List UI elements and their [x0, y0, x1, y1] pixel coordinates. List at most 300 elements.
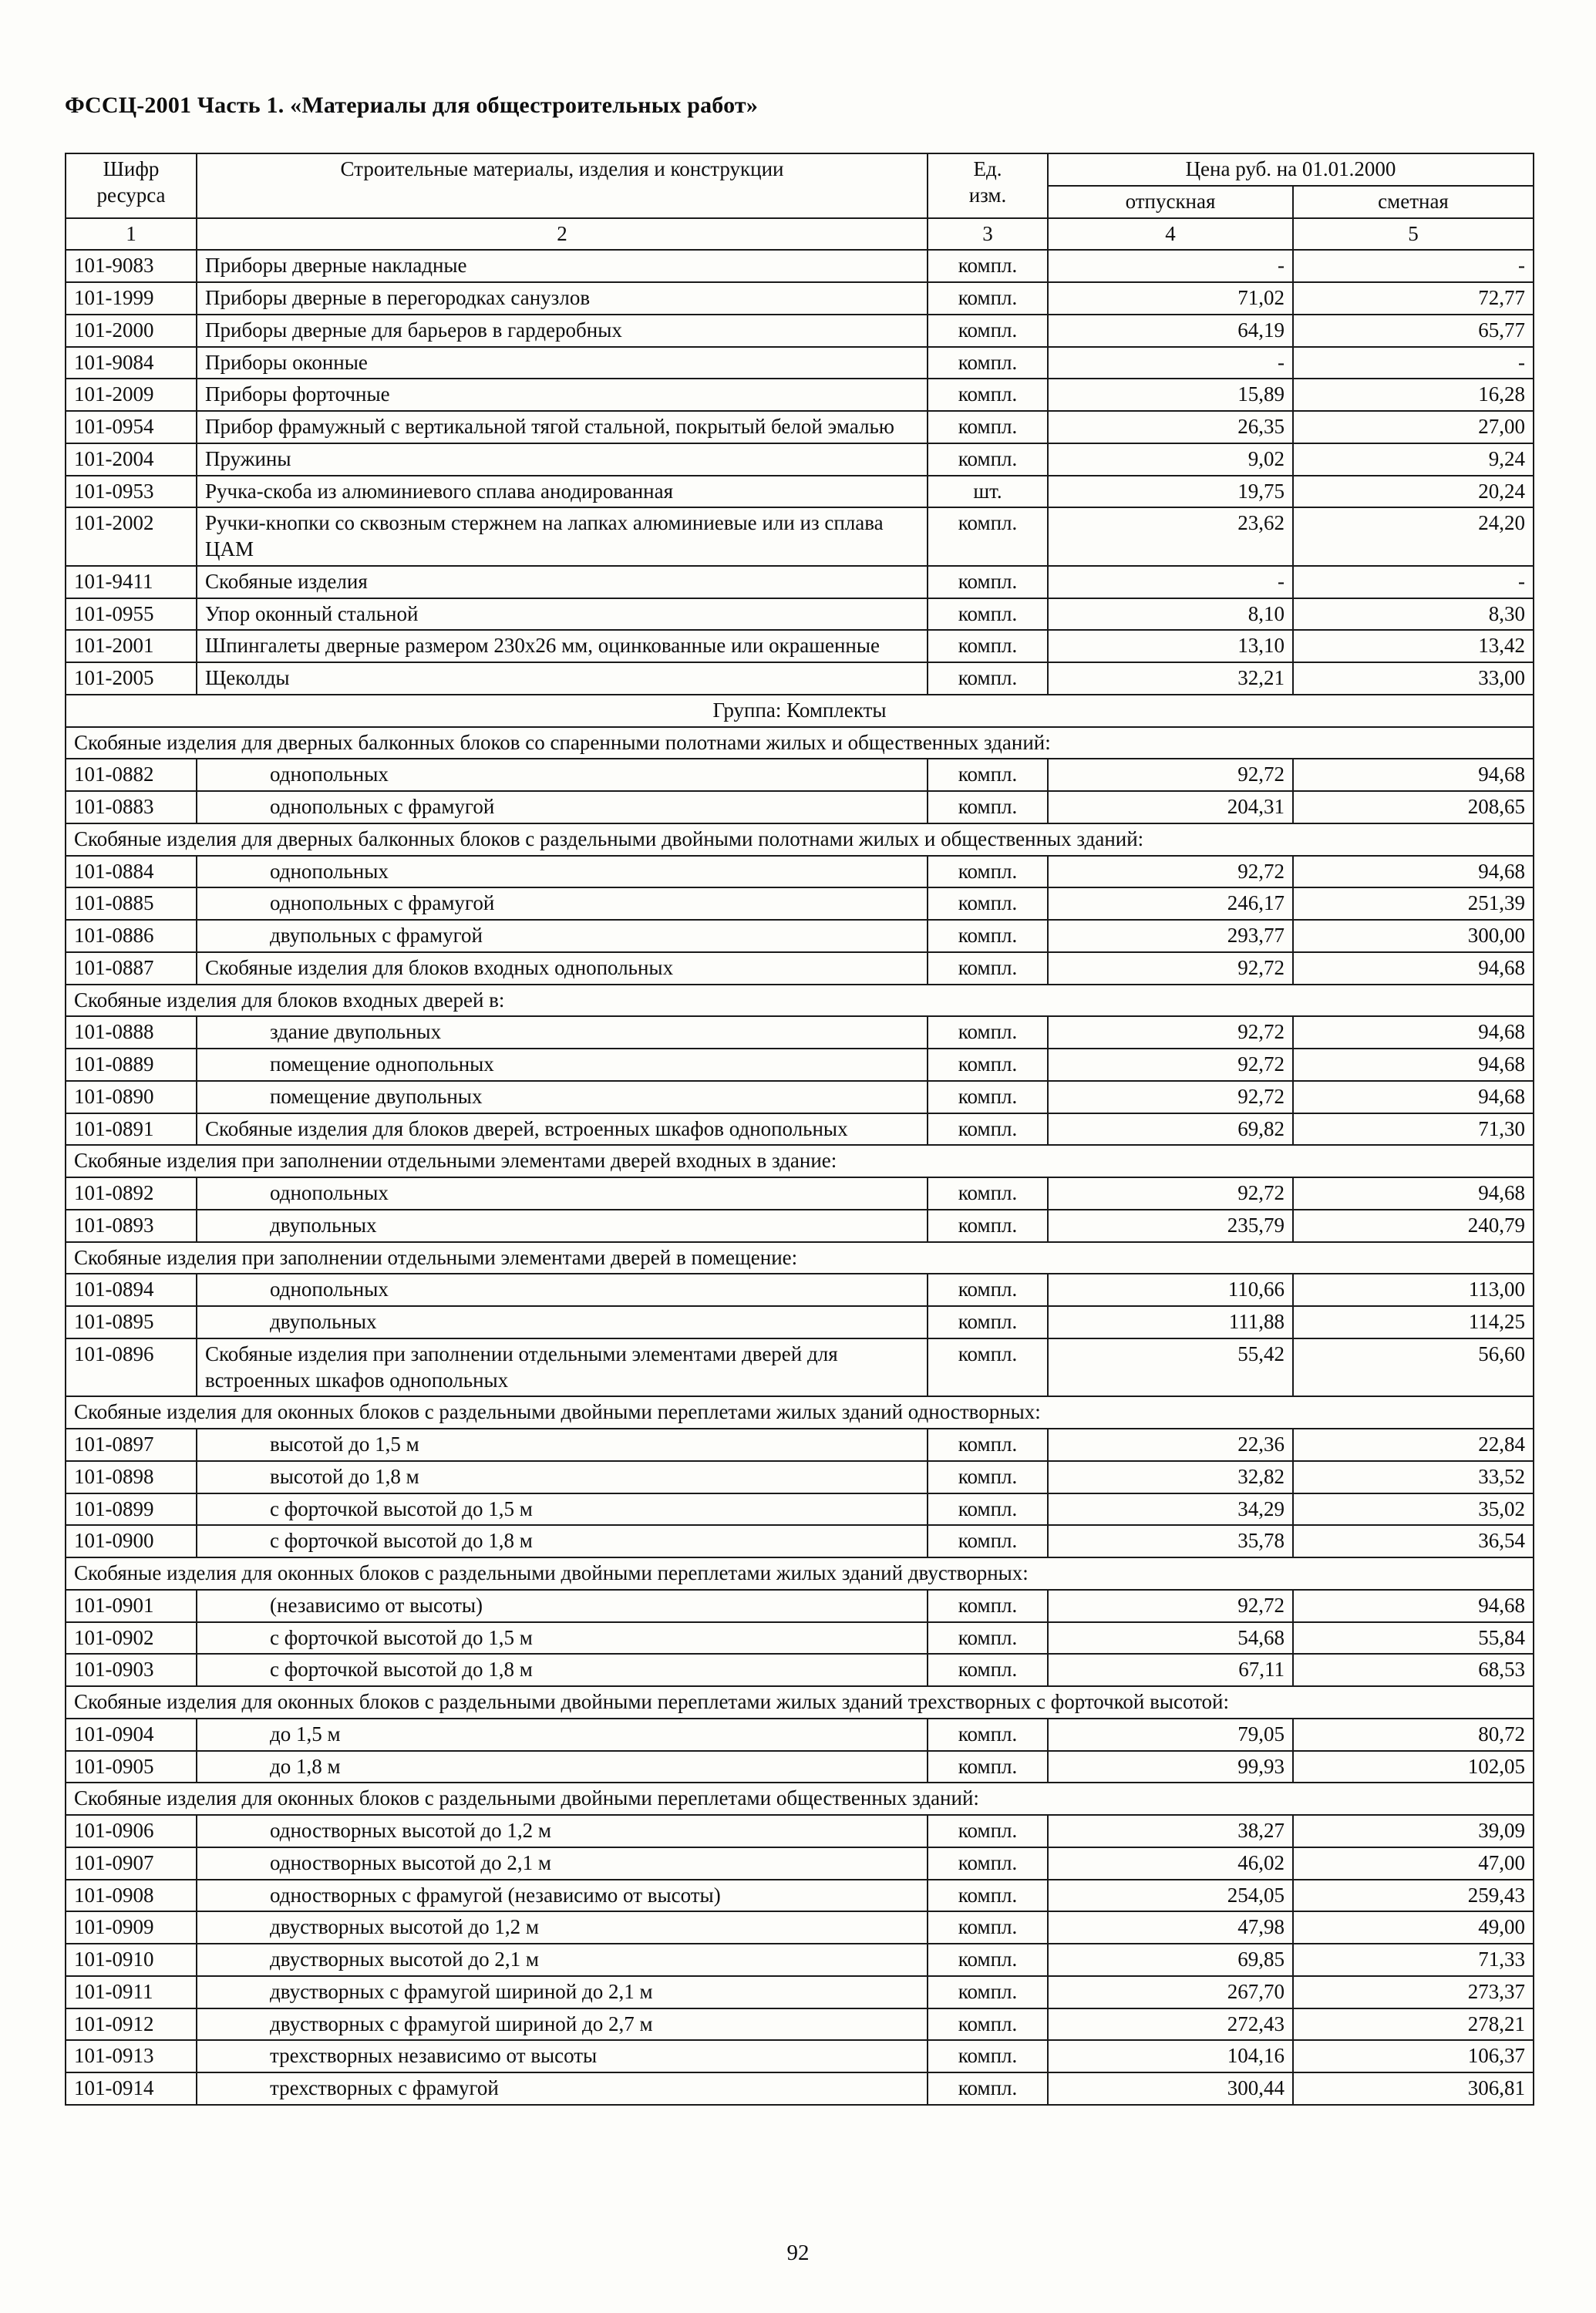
price-otpusknaya-cell: 92,72 — [1048, 1590, 1293, 1622]
desc-cell: помещение двупольных — [197, 1081, 928, 1113]
col-number-2: 2 — [197, 218, 928, 251]
table-row — [66, 347, 1534, 379]
code-cell: 101-0885 — [66, 887, 197, 920]
desc-cell: высотой до 1,8 м — [197, 1461, 928, 1493]
table-row — [66, 1976, 1534, 2008]
section-header-row — [66, 823, 1534, 856]
code-cell: 101-0886 — [66, 920, 197, 952]
code-cell: 101-0884 — [66, 856, 197, 888]
section-header-text: Скобяные изделия при заполнении отдельными элементами дверей в помещение: — [66, 1242, 1534, 1274]
price-smetnaya-cell: 55,84 — [1293, 1622, 1534, 1655]
price-smetnaya-cell: 273,37 — [1293, 1976, 1534, 2008]
code-cell: 101-2005 — [66, 662, 197, 695]
code-cell: 101-2009 — [66, 379, 197, 411]
unit-cell: шт. — [928, 476, 1048, 508]
table-row — [66, 1590, 1534, 1622]
desc-cell: трехстворных с фрамугой — [197, 2072, 928, 2105]
desc-cell: с форточкой высотой до 1,8 м — [197, 1654, 928, 1686]
desc-cell: Скобяные изделия при заполнении отдельными элементами дверей для встроенных шкафов однопольных — [197, 1338, 928, 1397]
desc-cell: до 1,8 м — [197, 1751, 928, 1783]
col-header-materials: Строительные материалы, изделия и конструкции — [197, 153, 928, 218]
table-row — [66, 1493, 1534, 1526]
table-row — [66, 1847, 1534, 1880]
desc-cell: Приборы оконные — [197, 347, 928, 379]
desc-cell: Скобяные изделия — [197, 566, 928, 598]
price-smetnaya-cell: 71,30 — [1293, 1113, 1534, 1146]
price-otpusknaya-cell: 69,85 — [1048, 1944, 1293, 1976]
unit-cell: компл. — [928, 1847, 1048, 1880]
desc-cell: двустворных высотой до 1,2 м — [197, 1911, 928, 1944]
code-cell: 101-0909 — [66, 1911, 197, 1944]
table-row — [66, 1525, 1534, 1557]
code-cell: 101-0908 — [66, 1880, 197, 1912]
page-number: 92 — [786, 2241, 810, 2265]
section-header-row — [66, 985, 1534, 1017]
unit-cell: компл. — [928, 379, 1048, 411]
price-otpusknaya-cell: 55,42 — [1048, 1338, 1293, 1397]
table-row — [66, 1429, 1534, 1461]
code-cell: 101-1999 — [66, 282, 197, 315]
desc-cell: однопольных — [197, 759, 928, 791]
table-row — [66, 759, 1534, 791]
price-smetnaya-cell: 33,52 — [1293, 1461, 1534, 1493]
unit-cell: компл. — [928, 1751, 1048, 1783]
price-smetnaya-cell: 106,37 — [1293, 2040, 1534, 2072]
table-row — [66, 566, 1534, 598]
desc-cell: двустворных с фрамугой шириной до 2,7 м — [197, 2008, 928, 2041]
price-smetnaya-cell: 94,68 — [1293, 1177, 1534, 1210]
price-smetnaya-cell: 35,02 — [1293, 1493, 1534, 1526]
unit-cell: компл. — [928, 347, 1048, 379]
table-row — [66, 379, 1534, 411]
table-row — [66, 1622, 1534, 1655]
price-otpusknaya-cell: 204,31 — [1048, 791, 1293, 823]
table-row — [66, 1177, 1534, 1210]
unit-cell: компл. — [928, 282, 1048, 315]
price-otpusknaya-cell: 110,66 — [1048, 1274, 1293, 1306]
unit-cell: компл. — [928, 1911, 1048, 1944]
group-header-text: Группа: Комплекты — [66, 695, 1534, 727]
unit-cell: компл. — [928, 1210, 1048, 1242]
header-row-column-numbers — [66, 218, 1534, 251]
desc-cell: помещение однопольных — [197, 1049, 928, 1081]
unit-cell: компл. — [928, 759, 1048, 791]
code-cell: 101-0905 — [66, 1751, 197, 1783]
table-row — [66, 2040, 1534, 2072]
desc-cell: однопольных — [197, 1274, 928, 1306]
table-row — [66, 1461, 1534, 1493]
price-smetnaya-cell: 49,00 — [1293, 1911, 1534, 1944]
table-row — [66, 952, 1534, 985]
price-smetnaya-cell: 114,25 — [1293, 1306, 1534, 1338]
code-cell: 101-0902 — [66, 1622, 197, 1655]
desc-cell: Прибор фрамужный с вертикальной тягой стальной, покрытый белой эмалью — [197, 411, 928, 443]
code-cell: 101-2004 — [66, 443, 197, 476]
table-row — [66, 1751, 1534, 1783]
unit-cell: компл. — [928, 1177, 1048, 1210]
price-smetnaya-cell: - — [1293, 566, 1534, 598]
table-row — [66, 791, 1534, 823]
price-otpusknaya-cell: 235,79 — [1048, 1210, 1293, 1242]
table-row — [66, 1306, 1534, 1338]
desc-cell: здание двупольных — [197, 1016, 928, 1049]
code-cell: 101-0883 — [66, 791, 197, 823]
price-smetnaya-cell: 113,00 — [1293, 1274, 1534, 1306]
code-cell: 101-0903 — [66, 1654, 197, 1686]
price-otpusknaya-cell: 34,29 — [1048, 1493, 1293, 1526]
desc-cell: двупольных с фрамугой — [197, 920, 928, 952]
unit-cell: компл. — [928, 315, 1048, 347]
code-cell: 101-0888 — [66, 1016, 197, 1049]
desc-cell: Скобяные изделия для блоков входных однопольных — [197, 952, 928, 985]
unit-cell: компл. — [928, 443, 1048, 476]
table-row — [66, 598, 1534, 631]
desc-cell: двустворных высотой до 2,1 м — [197, 1944, 928, 1976]
price-otpusknaya-cell: 79,05 — [1048, 1719, 1293, 1751]
price-otpusknaya-cell: 71,02 — [1048, 282, 1293, 315]
col-header-unit-text: Ед. изм. — [968, 157, 1007, 207]
desc-cell: однопольных — [197, 856, 928, 888]
section-header-text: Скобяные изделия при заполнении отдельными элементами дверей входных в здание: — [66, 1145, 1534, 1177]
price-smetnaya-cell: 8,30 — [1293, 598, 1534, 631]
code-cell: 101-0890 — [66, 1081, 197, 1113]
price-otpusknaya-cell: 92,72 — [1048, 952, 1293, 985]
price-otpusknaya-cell: 92,72 — [1048, 1177, 1293, 1210]
section-header-row — [66, 727, 1534, 759]
unit-cell: компл. — [928, 662, 1048, 695]
price-smetnaya-cell: 80,72 — [1293, 1719, 1534, 1751]
unit-cell: компл. — [928, 2040, 1048, 2072]
desc-cell: двустворных с фрамугой шириной до 2,1 м — [197, 1976, 928, 2008]
desc-cell: одностворных высотой до 1,2 м — [197, 1815, 928, 1847]
table-row — [66, 2072, 1534, 2105]
code-cell: 101-0896 — [66, 1338, 197, 1397]
table-row — [66, 856, 1534, 888]
desc-cell: Шпингалеты дверные размером 230х26 мм, оцинкованные или окрашенные — [197, 630, 928, 662]
price-smetnaya-cell: 94,68 — [1293, 1049, 1534, 1081]
code-cell: 101-9084 — [66, 347, 197, 379]
unit-cell: компл. — [928, 791, 1048, 823]
code-cell: 101-0897 — [66, 1429, 197, 1461]
code-cell: 101-0904 — [66, 1719, 197, 1751]
table-row — [66, 1880, 1534, 1912]
table-row — [66, 250, 1534, 282]
unit-cell: компл. — [928, 630, 1048, 662]
price-otpusknaya-cell: 300,44 — [1048, 2072, 1293, 2105]
code-cell: 101-0900 — [66, 1525, 197, 1557]
unit-cell: компл. — [928, 887, 1048, 920]
code-cell: 101-0955 — [66, 598, 197, 631]
unit-cell: компл. — [928, 920, 1048, 952]
unit-cell: компл. — [928, 1306, 1048, 1338]
col-number-1: 1 — [66, 218, 197, 251]
table-row — [66, 1944, 1534, 1976]
code-cell: 101-0894 — [66, 1274, 197, 1306]
desc-cell: одностворных с фрамугой (независимо от высоты) — [197, 1880, 928, 1912]
table-row — [66, 1338, 1534, 1397]
price-otpusknaya-cell: 246,17 — [1048, 887, 1293, 920]
price-smetnaya-cell: 22,84 — [1293, 1429, 1534, 1461]
col-header-price-release: отпускная — [1048, 186, 1293, 218]
price-otpusknaya-cell: 92,72 — [1048, 856, 1293, 888]
price-otpusknaya-cell: 69,82 — [1048, 1113, 1293, 1146]
price-otpusknaya-cell: 13,10 — [1048, 630, 1293, 662]
code-cell: 101-0914 — [66, 2072, 197, 2105]
price-otpusknaya-cell: - — [1048, 250, 1293, 282]
section-header-text: Скобяные изделия для оконных блоков с раздельными двойными переплетами жилых зданий одностворных: — [66, 1396, 1534, 1429]
price-otpusknaya-cell: 15,89 — [1048, 379, 1293, 411]
code-cell: 101-0898 — [66, 1461, 197, 1493]
price-smetnaya-cell: 16,28 — [1293, 379, 1534, 411]
section-header-text: Скобяные изделия для оконных блоков с раздельными двойными переплетами жилых зданий трехстворных с форточкой высотой: — [66, 1686, 1534, 1719]
unit-cell: компл. — [928, 1493, 1048, 1526]
unit-cell: компл. — [928, 411, 1048, 443]
desc-cell: Приборы дверные накладные — [197, 250, 928, 282]
unit-cell: компл. — [928, 1113, 1048, 1146]
desc-cell: одностворных высотой до 2,1 м — [197, 1847, 928, 1880]
price-smetnaya-cell: 306,81 — [1293, 2072, 1534, 2105]
price-smetnaya-cell: 27,00 — [1293, 411, 1534, 443]
desc-cell: Приборы дверные в перегородках санузлов — [197, 282, 928, 315]
price-otpusknaya-cell: 99,93 — [1048, 1751, 1293, 1783]
code-cell: 101-9411 — [66, 566, 197, 598]
price-otpusknaya-cell: 92,72 — [1048, 759, 1293, 791]
desc-cell: Приборы дверные для барьеров в гардеробных — [197, 315, 928, 347]
price-smetnaya-cell: 13,42 — [1293, 630, 1534, 662]
code-cell: 101-0910 — [66, 1944, 197, 1976]
col-header-code: Шифр ресурса — [66, 153, 197, 218]
materials-price-table — [65, 153, 1534, 2106]
code-cell: 101-0891 — [66, 1113, 197, 1146]
desc-cell: (независимо от высоты) — [197, 1590, 928, 1622]
desc-cell: с форточкой высотой до 1,5 м — [197, 1622, 928, 1655]
price-otpusknaya-cell: 26,35 — [1048, 411, 1293, 443]
price-otpusknaya-cell: 9,02 — [1048, 443, 1293, 476]
table-row — [66, 630, 1534, 662]
desc-cell: двупольных — [197, 1306, 928, 1338]
table-row — [66, 411, 1534, 443]
section-header-text: Скобяные изделия для дверных балконных блоков со спаренными полотнами жилых и общественных зданий: — [66, 727, 1534, 759]
table-row — [66, 1274, 1534, 1306]
table-row — [66, 662, 1534, 695]
desc-cell: Приборы форточные — [197, 379, 928, 411]
section-header-row — [66, 1783, 1534, 1815]
unit-cell: компл. — [928, 1719, 1048, 1751]
unit-cell: компл. — [928, 1525, 1048, 1557]
table-row — [66, 1719, 1534, 1751]
code-cell: 101-0899 — [66, 1493, 197, 1526]
price-smetnaya-cell: - — [1293, 347, 1534, 379]
section-header-row — [66, 1145, 1534, 1177]
price-smetnaya-cell: 68,53 — [1293, 1654, 1534, 1686]
desc-cell: до 1,5 м — [197, 1719, 928, 1751]
price-smetnaya-cell: - — [1293, 250, 1534, 282]
table-row — [66, 1016, 1534, 1049]
price-smetnaya-cell: 39,09 — [1293, 1815, 1534, 1847]
desc-cell: трехстворных независимо от высоты — [197, 2040, 928, 2072]
unit-cell: компл. — [928, 566, 1048, 598]
price-otpusknaya-cell: - — [1048, 566, 1293, 598]
code-cell: 101-0889 — [66, 1049, 197, 1081]
price-smetnaya-cell: 20,24 — [1293, 476, 1534, 508]
price-smetnaya-cell: 259,43 — [1293, 1880, 1534, 1912]
code-cell: 101-0882 — [66, 759, 197, 791]
price-smetnaya-cell: 300,00 — [1293, 920, 1534, 952]
desc-cell: Упор оконный стальной — [197, 598, 928, 631]
code-cell: 101-0892 — [66, 1177, 197, 1210]
unit-cell: компл. — [928, 1016, 1048, 1049]
unit-cell: компл. — [928, 1461, 1048, 1493]
code-cell: 101-0953 — [66, 476, 197, 508]
price-smetnaya-cell: 240,79 — [1293, 1210, 1534, 1242]
header-row-main — [66, 153, 1534, 186]
price-smetnaya-cell: 24,20 — [1293, 507, 1534, 566]
group-header-row — [66, 695, 1534, 727]
table-row — [66, 1113, 1534, 1146]
price-smetnaya-cell: 47,00 — [1293, 1847, 1534, 1880]
price-otpusknaya-cell: 92,72 — [1048, 1016, 1293, 1049]
unit-cell: компл. — [928, 2008, 1048, 2041]
price-otpusknaya-cell: 19,75 — [1048, 476, 1293, 508]
desc-cell: с форточкой высотой до 1,5 м — [197, 1493, 928, 1526]
price-otpusknaya-cell: 47,98 — [1048, 1911, 1293, 1944]
table-row — [66, 1815, 1534, 1847]
table-row — [66, 887, 1534, 920]
price-smetnaya-cell: 94,68 — [1293, 952, 1534, 985]
code-cell: 101-2000 — [66, 315, 197, 347]
section-header-text: Скобяные изделия для оконных блоков с раздельными двойными переплетами жилых зданий двустворных: — [66, 1557, 1534, 1590]
desc-cell: двупольных — [197, 1210, 928, 1242]
section-header-row — [66, 1686, 1534, 1719]
price-otpusknaya-cell: 32,82 — [1048, 1461, 1293, 1493]
document-title: ФССЦ-2001 Часть 1. «Материалы для общестроительных работ» — [65, 93, 759, 118]
col-header-price-estimate: сметная — [1293, 186, 1534, 218]
section-header-text: Скобяные изделия для дверных балконных блоков с раздельными двойными полотнами жилых и общественных зданий: — [66, 823, 1534, 856]
table-row — [66, 476, 1534, 508]
unit-cell: компл. — [928, 598, 1048, 631]
unit-cell: компл. — [928, 1429, 1048, 1461]
unit-cell: компл. — [928, 1590, 1048, 1622]
price-otpusknaya-cell: 23,62 — [1048, 507, 1293, 566]
price-smetnaya-cell: 36,54 — [1293, 1525, 1534, 1557]
price-otpusknaya-cell: 32,21 — [1048, 662, 1293, 695]
price-smetnaya-cell: 71,33 — [1293, 1944, 1534, 1976]
table-row — [66, 282, 1534, 315]
table-row — [66, 920, 1534, 952]
desc-cell: высотой до 1,5 м — [197, 1429, 928, 1461]
table-header — [66, 153, 1534, 250]
table-row — [66, 2008, 1534, 2041]
unit-cell: компл. — [928, 1815, 1048, 1847]
desc-cell: с форточкой высотой до 1,8 м — [197, 1525, 928, 1557]
table-row — [66, 315, 1534, 347]
table-row — [66, 443, 1534, 476]
price-otpusknaya-cell: 35,78 — [1048, 1525, 1293, 1557]
price-otpusknaya-cell: 67,11 — [1048, 1654, 1293, 1686]
price-otpusknaya-cell: - — [1048, 347, 1293, 379]
code-cell: 101-2001 — [66, 630, 197, 662]
col-number-4: 4 — [1048, 218, 1293, 251]
table-row — [66, 1210, 1534, 1242]
table-row — [66, 1911, 1534, 1944]
unit-cell: компл. — [928, 1338, 1048, 1397]
price-otpusknaya-cell: 254,05 — [1048, 1880, 1293, 1912]
price-smetnaya-cell: 9,24 — [1293, 443, 1534, 476]
price-smetnaya-cell: 94,68 — [1293, 759, 1534, 791]
price-otpusknaya-cell: 293,77 — [1048, 920, 1293, 952]
price-smetnaya-cell: 72,77 — [1293, 282, 1534, 315]
desc-cell: однопольных с фрамугой — [197, 791, 928, 823]
unit-cell: компл. — [928, 1654, 1048, 1686]
code-cell: 101-0907 — [66, 1847, 197, 1880]
col-header-unit — [928, 153, 1048, 218]
price-otpusknaya-cell: 272,43 — [1048, 2008, 1293, 2041]
code-cell: 101-0895 — [66, 1306, 197, 1338]
desc-cell: однопольных — [197, 1177, 928, 1210]
table-row — [66, 507, 1534, 566]
price-smetnaya-cell: 65,77 — [1293, 315, 1534, 347]
section-header-text: Скобяные изделия для оконных блоков с раздельными двойными переплетами общественных зданий: — [66, 1783, 1534, 1815]
col-number-3: 3 — [928, 218, 1048, 251]
price-smetnaya-cell: 208,65 — [1293, 791, 1534, 823]
desc-cell: Ручка-скоба из алюминиевого сплава анодированная — [197, 476, 928, 508]
price-smetnaya-cell: 94,68 — [1293, 1590, 1534, 1622]
price-otpusknaya-cell: 8,10 — [1048, 598, 1293, 631]
unit-cell: компл. — [928, 1274, 1048, 1306]
unit-cell: компл. — [928, 1049, 1048, 1081]
price-smetnaya-cell: 33,00 — [1293, 662, 1534, 695]
price-otpusknaya-cell: 38,27 — [1048, 1815, 1293, 1847]
code-cell: 101-0913 — [66, 2040, 197, 2072]
table-body — [66, 250, 1534, 2105]
desc-cell: Скобяные изделия для блоков дверей, встроенных шкафов однопольных — [197, 1113, 928, 1146]
section-header-row — [66, 1396, 1534, 1429]
code-cell: 101-9083 — [66, 250, 197, 282]
col-number-5: 5 — [1293, 218, 1534, 251]
price-otpusknaya-cell: 92,72 — [1048, 1049, 1293, 1081]
unit-cell: компл. — [928, 1622, 1048, 1655]
price-smetnaya-cell: 102,05 — [1293, 1751, 1534, 1783]
desc-cell: однопольных с фрамугой — [197, 887, 928, 920]
code-cell: 101-0954 — [66, 411, 197, 443]
unit-cell: компл. — [928, 856, 1048, 888]
section-header-row — [66, 1557, 1534, 1590]
code-cell: 101-0906 — [66, 1815, 197, 1847]
unit-cell: компл. — [928, 952, 1048, 985]
unit-cell: компл. — [928, 1081, 1048, 1113]
table-row — [66, 1654, 1534, 1686]
price-otpusknaya-cell: 46,02 — [1048, 1847, 1293, 1880]
price-otpusknaya-cell: 92,72 — [1048, 1081, 1293, 1113]
code-cell: 101-0887 — [66, 952, 197, 985]
price-otpusknaya-cell: 22,36 — [1048, 1429, 1293, 1461]
code-cell: 101-0901 — [66, 1590, 197, 1622]
section-header-text: Скобяные изделия для блоков входных дверей в: — [66, 985, 1534, 1017]
unit-cell: компл. — [928, 250, 1048, 282]
desc-cell: Щеколды — [197, 662, 928, 695]
code-cell: 101-0893 — [66, 1210, 197, 1242]
price-smetnaya-cell: 278,21 — [1293, 2008, 1534, 2041]
price-otpusknaya-cell: 54,68 — [1048, 1622, 1293, 1655]
code-cell: 101-0911 — [66, 1976, 197, 2008]
unit-cell: компл. — [928, 2072, 1048, 2105]
price-smetnaya-cell: 94,68 — [1293, 1016, 1534, 1049]
unit-cell: компл. — [928, 1944, 1048, 1976]
price-otpusknaya-cell: 64,19 — [1048, 315, 1293, 347]
table-row — [66, 1049, 1534, 1081]
price-smetnaya-cell: 56,60 — [1293, 1338, 1534, 1397]
price-otpusknaya-cell: 267,70 — [1048, 1976, 1293, 2008]
